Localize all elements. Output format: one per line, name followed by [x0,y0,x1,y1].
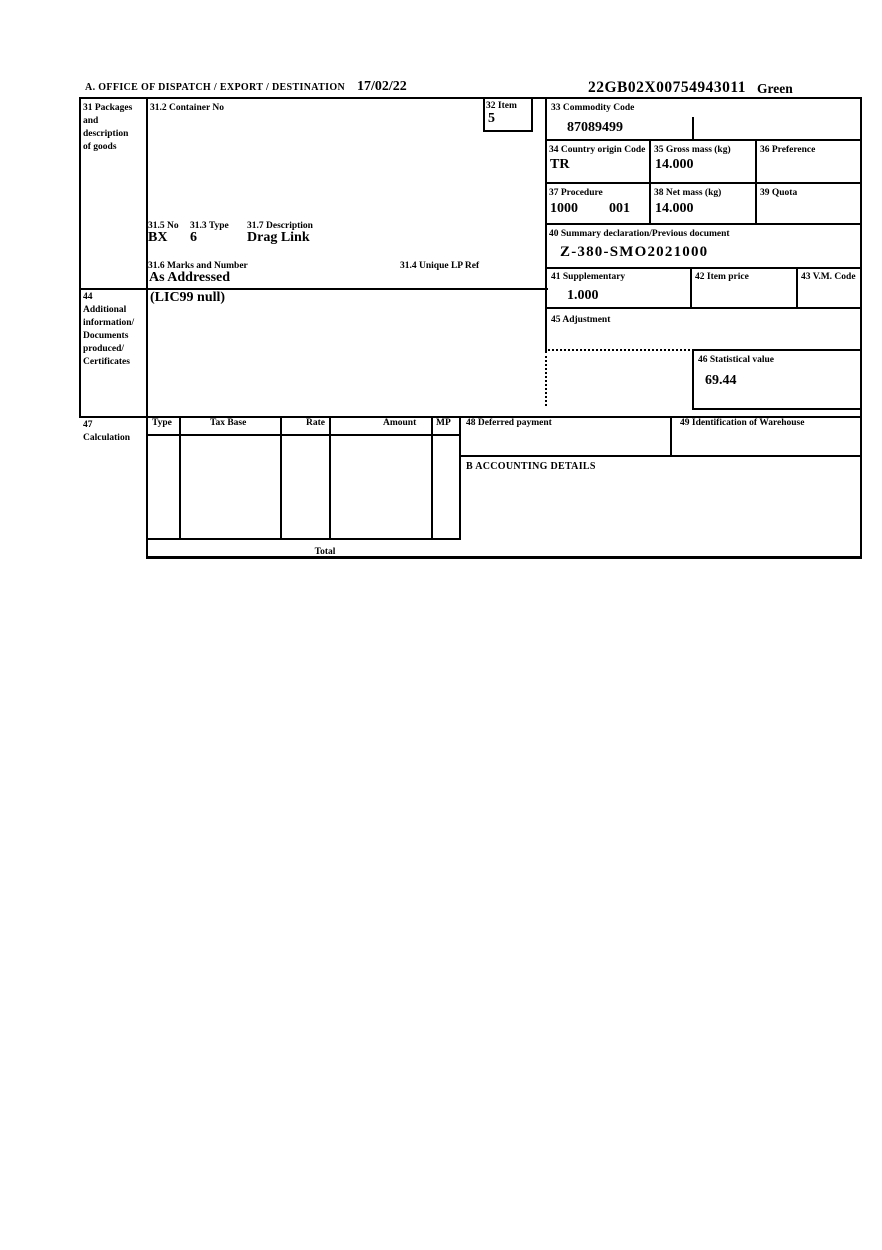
box-34-value: TR [550,157,570,172]
box-31-label-line: 31 Packages [83,103,133,113]
box-45-label: 45 Adjustment [551,315,611,325]
calc-total-label: Total [314,547,336,557]
box-47-label-line: Calculation [83,433,130,443]
divider-line [146,434,461,436]
dotted-divider [545,351,547,406]
box-40-value: Z-380-SMO2021000 [560,244,709,260]
divider-line [692,349,862,351]
box-32-label: 32 Item [486,101,517,111]
box-41-label: 41 Supplementary [551,272,626,282]
calc-header-mp: MP [436,418,451,428]
box-31-label [83,102,132,154]
divider-line [692,408,862,410]
box-35-label: 35 Gross mass (kg) [654,145,731,155]
divider-line [483,97,485,132]
routing-status: Green [757,81,793,96]
box-46-label: 46 Statistical value [698,355,774,365]
box-42-label: 42 Item price [695,272,749,282]
form-border-left [79,97,81,418]
divider-line [545,139,862,141]
box-31-label-line: description [83,129,129,139]
box-46-value: 69.44 [705,373,737,388]
divider-line [690,267,692,309]
box-34-label: 34 Country origin Code [549,145,646,155]
movement-reference-number: 22GB02X00754943011 [588,79,746,96]
box-31-7-label: 31.7 Description [247,221,313,231]
box-44-label-line: Certificates [83,357,130,367]
divider-line [459,455,862,457]
box-35-value: 14.000 [655,157,694,172]
divider-line [146,538,461,540]
box-44-label-line: produced/ [83,344,125,354]
box-48-label: 48 Deferred payment [466,418,552,428]
box-31-5-label: 31.5 No [148,221,179,231]
box-44-label-line: information/ [83,318,135,328]
office-of-dispatch-heading: A. OFFICE OF DISPATCH / EXPORT / DESTINATION [85,82,346,93]
box-31-3-value: 6 [190,230,197,245]
box-47-label [83,419,130,445]
box-49-label: 49 Identification of Warehouse [680,418,805,428]
box-37-value-additional: 001 [609,201,630,216]
box-47-label-line: 47 [83,420,93,430]
box-33-label: 33 Commodity Code [551,103,635,113]
box-32-value: 5 [488,111,495,126]
dotted-divider [545,349,694,351]
box-33-value: 87089499 [567,120,623,135]
form-border-right [860,97,862,558]
divider-line [483,130,533,132]
box-31-4-label: 31.4 Unique LP Ref [400,261,480,271]
box-44-label [83,291,134,369]
box-37-value-procedure: 1000 [550,201,578,216]
box-38-value: 14.000 [655,201,694,216]
commodity-code-divider [692,117,694,141]
section-b-heading: B ACCOUNTING DETAILS [466,461,596,472]
box-43-label: 43 V.M. Code [801,272,856,282]
box-31-label-line: of goods [83,142,117,152]
divider-line [545,182,862,184]
box-44-value: (LIC99 null) [150,290,226,305]
box-41-value: 1.000 [567,288,599,303]
box-31-5-value: BX [148,230,168,245]
box-38-label: 38 Net mass (kg) [654,188,722,198]
divider-line [796,267,798,309]
calc-header-type: Type [152,418,172,428]
box-31-6-label: 31.6 Marks and Number [148,261,248,271]
box-37-label: 37 Procedure [549,188,603,198]
form-border-top [79,97,862,99]
divider-line [692,349,694,410]
form-border-bottom [146,556,862,559]
divider-line [146,97,148,557]
calc-header-amount: Amount [383,418,417,428]
box-31-3-label: 31.3 Type [190,221,229,231]
divider-line [670,416,672,457]
box-36-label: 36 Preference [760,145,816,155]
divider-line [545,267,862,269]
acceptance-date: 17/02/22 [357,79,407,94]
box-39-label: 39 Quota [760,188,798,198]
divider-line [545,307,862,309]
box-31-2-label: 31.2 Container No [150,103,224,113]
box-31-label-line: and [83,116,99,126]
box-31-7-value: Drag Link [247,230,310,245]
calc-header-tax-base: Tax Base [210,418,247,428]
calc-header-rate: Rate [306,418,325,428]
box-44-label-line: Additional [83,305,127,315]
box-44-label-line: 44 [83,292,93,302]
box-31-6-value: As Addressed [149,270,231,285]
divider-line [531,97,533,132]
box-40-label: 40 Summary declaration/Previous document [549,229,730,239]
divider-line [545,223,862,225]
box-44-label-line: Documents [83,331,129,341]
